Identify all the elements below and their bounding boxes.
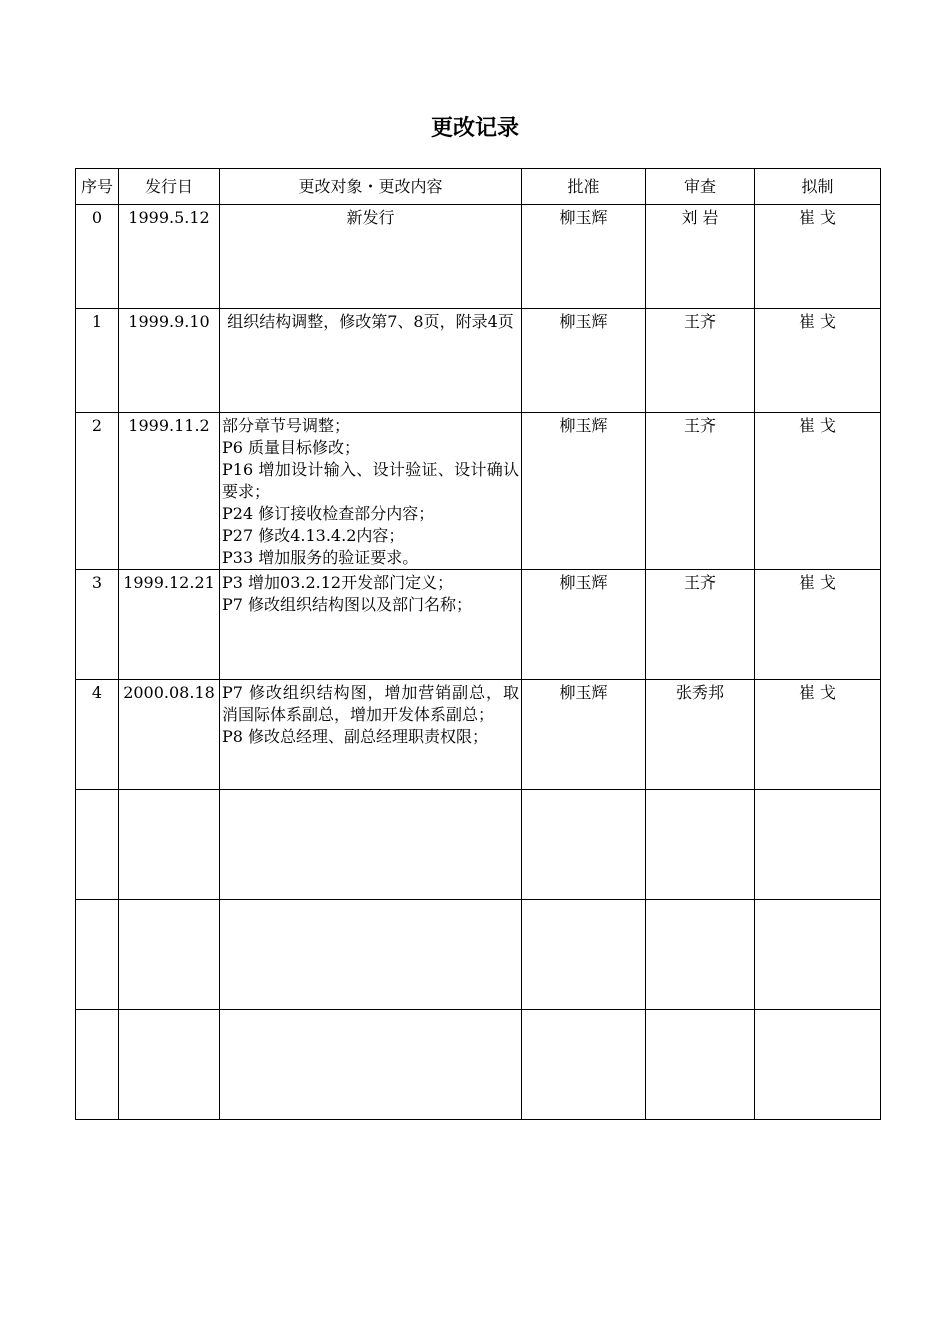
table-row <box>76 1010 881 1120</box>
cell-draft <box>755 790 881 900</box>
cell-seq: 3 <box>76 570 119 680</box>
cell-review: 王齐 <box>646 570 755 680</box>
cell-seq <box>76 790 119 900</box>
cell-draft: 崔 戈 <box>755 413 881 570</box>
cell-content: P3 增加03.2.12开发部门定义； P7 修改组织结构图以及部门名称； <box>220 570 522 680</box>
table-row <box>76 900 881 1010</box>
cell-content: P7 修改组织结构图，增加营销副总，取消国际体系副总，增加开发体系副总； P8 修改总经理、副总经理职责权限； <box>220 680 522 790</box>
cell-seq: 4 <box>76 680 119 790</box>
cell-draft: 崔 戈 <box>755 205 881 309</box>
page-title: 更改记录 <box>430 116 519 141</box>
cell-date: 1999.9.10 <box>119 309 220 413</box>
cell-review: 王齐 <box>646 309 755 413</box>
cell-draft: 崔 戈 <box>755 570 881 680</box>
cell-draft: 崔 戈 <box>755 309 881 413</box>
cell-content: 新发行 <box>220 205 522 309</box>
cell-date <box>119 1010 220 1120</box>
table-row <box>76 309 881 413</box>
cell-content <box>220 790 522 900</box>
cell-review <box>646 900 755 1010</box>
cell-seq: 1 <box>76 309 119 413</box>
cell-date: 2000.08.18 <box>119 680 220 790</box>
cell-draft <box>755 900 881 1010</box>
table-row <box>76 205 881 309</box>
header-approve: 批准 <box>522 169 646 205</box>
cell-review <box>646 1010 755 1120</box>
header-seq: 序号 <box>76 169 119 205</box>
cell-draft <box>755 1010 881 1120</box>
cell-review: 刘 岩 <box>646 205 755 309</box>
table-row <box>76 790 881 900</box>
header-content: 更改对象・更改内容 <box>220 169 522 205</box>
table-row <box>76 413 881 570</box>
cell-approve: 柳玉辉 <box>522 413 646 570</box>
cell-approve <box>522 1010 646 1120</box>
table-row <box>76 570 881 680</box>
cell-review <box>646 790 755 900</box>
cell-review: 张秀邦 <box>646 680 755 790</box>
cell-content <box>220 1010 522 1120</box>
cell-seq: 2 <box>76 413 119 570</box>
cell-seq: 0 <box>76 205 119 309</box>
cell-approve <box>522 900 646 1010</box>
cell-date: 1999.11.2 <box>119 413 220 570</box>
cell-date: 1999.12.21 <box>119 570 220 680</box>
change-record-table <box>75 168 881 1120</box>
cell-approve <box>522 790 646 900</box>
table-header-row <box>76 169 881 205</box>
header-review: 审查 <box>646 169 755 205</box>
header-draft: 拟制 <box>755 169 881 205</box>
cell-approve: 柳玉辉 <box>522 309 646 413</box>
cell-date: 1999.5.12 <box>119 205 220 309</box>
cell-approve: 柳玉辉 <box>522 680 646 790</box>
cell-approve: 柳玉辉 <box>522 570 646 680</box>
table-row <box>76 680 881 790</box>
cell-content: 组织结构调整，修改第7、8页，附录4页 <box>220 309 522 413</box>
cell-content <box>220 900 522 1010</box>
cell-seq <box>76 900 119 1010</box>
cell-content: 部分章节号调整； P6 质量目标修改； P16 增加设计输入、设计验证、设计确认要求； P24 修订接收检查部分内容； P27 修改4.13.4.2内容； P33 增加服务的验证要求。 <box>220 413 522 570</box>
cell-date <box>119 900 220 1010</box>
cell-draft: 崔 戈 <box>755 680 881 790</box>
cell-review: 王齐 <box>646 413 755 570</box>
cell-date <box>119 790 220 900</box>
header-date: 发行日 <box>119 169 220 205</box>
cell-approve: 柳玉辉 <box>522 205 646 309</box>
cell-seq <box>76 1010 119 1120</box>
